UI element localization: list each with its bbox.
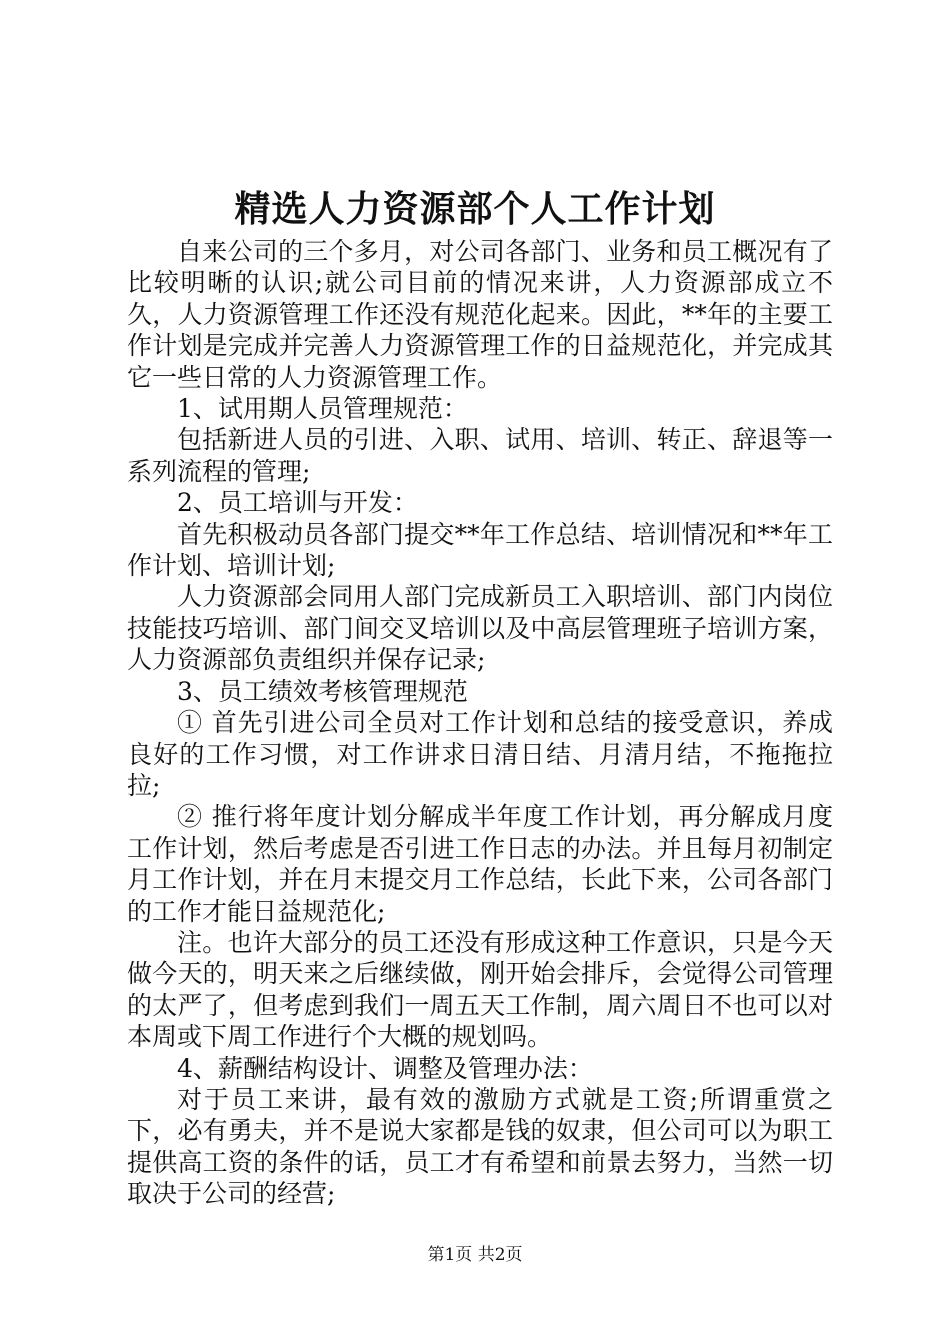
paragraph-performance-2: ② 推行将年度计划分解成半年度工作计划，再分解成月度工作计划，然后考虑是否引进工作日志的办法。并且每月初制定月工作计划，并在月末提交月工作总结，长此下来，公司各部门的工作才能日益规范化; bbox=[127, 802, 833, 926]
section-heading-probation: 1、试用期人员管理规范： bbox=[177, 394, 468, 424]
paragraph-intro: 自来公司的三个多月，对公司各部门、业务和员工概况有了比较明晰的认识;就公司目前的情况来讲，人力资源部成立不久，人力资源管理工作还没有规范化起来。因此，**年的主要工作计划是完成并完善人力资源管理工作的日益规范化，并完成其它一些日常的人力资源管理工作。 bbox=[127, 237, 833, 392]
section-heading-training: 2、员工培训与开发： bbox=[177, 488, 418, 518]
paragraph-note: 注。也许大部分的员工还没有形成这种工作意识，只是今天做今天的，明天来之后继续做，刚开始会排斥，会觉得公司管理的太严了，但考虑到我们一周五天工作制，周六周日不也可以对本周或下周工作进行个大概的规划吗。 bbox=[127, 927, 833, 1052]
section-heading-performance: 3、员工绩效考核管理规范 bbox=[177, 676, 468, 706]
paragraph-probation: 包括新进人员的引进、入职、试用、培训、转正、辞退等一系列流程的管理; bbox=[127, 425, 833, 486]
page-footer: 第1页 共2页 bbox=[427, 1245, 523, 1265]
paragraph-training-2: 人力资源部会同用人部门完成新员工入职培训、部门内岗位技能技巧培训、部门间交叉培训以及中高层管理班子培训方案，人力资源部负责组织并保存记录; bbox=[127, 582, 833, 675]
document-body bbox=[127, 236, 833, 1210]
paragraph-salary: 对于员工来讲，最有效的激励方式就是工资;所谓重赏之下，必有勇夫，并不是说大家都是钱的奴隶，但公司可以为职工提供高工资的条件的话，员工才有希望和前景去努力，当然一切取决于公司的经营; bbox=[127, 1084, 833, 1209]
document-title: 精选人力资源部个人工作计划 bbox=[234, 188, 716, 230]
paragraph-training-1: 首先积极动员各部门提交**年工作总结、培训情况和**年工作计划、培训计划; bbox=[127, 519, 833, 581]
section-heading-salary: 4、薪酬结构设计、调整及管理办法： bbox=[177, 1053, 593, 1083]
paragraph-performance-1: ① 首先引进公司全员对工作计划和总结的接受意识，养成良好的工作习惯，对工作讲求日清日结、月清月结，不拖拖拉拉; bbox=[127, 708, 833, 800]
